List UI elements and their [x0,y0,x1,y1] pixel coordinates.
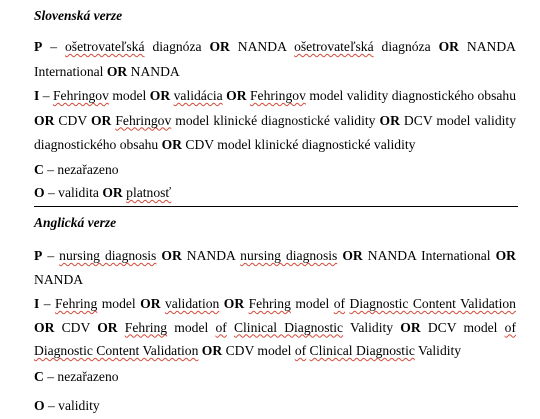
text-run: model [97,296,141,311]
text-run: Validity [343,319,401,335]
spellcheck-flagged-word: of [333,296,346,311]
spellcheck-flagged-word: Diagnostic Content Validation [34,343,199,358]
spellcheck-flagged-word: of [294,343,307,358]
text-run: model klinické diagnostické validity [171,112,380,128]
text-run: model [290,296,334,311]
bold-term: I [34,88,40,103]
text-run: model validity diagnostického obsahu [305,88,516,103]
bold-term: P [34,39,43,54]
text-run: model [167,319,216,335]
bold-term: O [34,185,45,200]
text-run: Validity [414,343,462,358]
spellcheck-flagged-word: Fehring [54,296,98,311]
text-run: CDV [54,112,91,128]
spellcheck-flagged-word: ošetrovateľská [65,39,145,54]
bold-term: C [34,162,44,177]
section-divider [34,206,518,207]
spellcheck-flagged-word: of [215,319,227,335]
spellcheck-flagged-word: nursing diagnosis [240,248,338,263]
bold-term: OR [438,39,459,54]
bold-term: OR [106,63,128,79]
text-run: CDV [54,319,98,335]
sk-o-line [34,181,516,206]
text-run: NANDA [34,271,84,287]
bold-term: OR [161,248,182,263]
text-run [227,320,234,335]
text-run: NANDA [181,248,241,263]
text-run: diagnóza [373,39,439,54]
text-run [118,320,125,335]
spellcheck-flagged-word: nursing diagnosis [59,248,157,263]
bold-term: OR [379,112,400,128]
spellcheck-flagged-word: validácia [173,88,223,103]
text-run: – nezařazeno [43,369,119,384]
text-run: DCV model validity diagnostického obsahu [34,112,516,152]
spellcheck-flagged-word: Fehringov [249,88,306,103]
text-run: NANDA International [34,39,516,79]
bold-term: OR [400,319,421,335]
en-c-line [34,365,516,390]
text-run: NANDA [127,63,180,79]
bold-term: P [34,248,43,263]
bold-term: OR [140,296,161,311]
spellcheck-flagged-word: Fehringov [115,112,172,128]
bold-term: OR [102,185,123,200]
en-o-line [34,394,516,419]
text-run: – validita [44,185,103,200]
bold-term: OR [209,39,230,54]
sk-i-line [34,84,516,158]
bold-term: OR [97,319,118,335]
bold-term: OR [34,319,55,335]
bold-term: OR [226,88,247,103]
bold-term: OR [34,112,55,128]
text-run: model [108,88,150,103]
text-run: NANDA [229,39,295,54]
spellcheck-flagged-word: Clinical Diagnostic [233,319,344,335]
bold-term: O [34,398,45,413]
text-run: – [42,248,60,263]
text-run: – nezařazeno [43,162,119,177]
bold-term: OR [90,112,112,128]
spellcheck-flagged-word: of [504,319,516,335]
text-run: diagnóza [144,39,210,54]
bold-term: C [34,369,44,384]
text-run: DCV model [420,319,505,335]
spellcheck-flagged-word: Fehringov [53,88,109,103]
text-run: – validity [44,398,100,413]
en-p-line [34,244,516,291]
text-run: – [39,296,55,311]
sk-c-line [34,158,516,183]
bold-term: I [34,296,40,311]
text-run: – [39,88,53,103]
spellcheck-flagged-word: Clinical Diagnostic [309,343,415,358]
spellcheck-flagged-word: Fehring [248,296,291,311]
text-run: CDV model [222,343,295,358]
text-run: NANDA International [362,248,496,263]
english-version-heading: Anglická verze [34,215,117,230]
spellcheck-flagged-word: platnosť [126,185,172,200]
text-run: CDV model klinické diagnostické validity [182,137,416,152]
bold-term: OR [149,88,171,103]
spellcheck-flagged-word: validation [164,296,220,311]
bold-term: OR [223,296,245,311]
bold-term: OR [161,137,182,152]
en-i-line [34,292,516,363]
bold-term: OR [495,248,516,263]
spellcheck-flagged-word: Diagnostic Content Validation [349,296,516,311]
bold-term: OR [201,343,223,358]
spellcheck-flagged-word: Fehring [124,319,168,335]
spellcheck-flagged-word: ošetrovateľská [294,39,374,54]
bold-term: OR [342,248,363,263]
text-run: – [42,39,65,54]
sk-p-line [34,35,516,84]
slovak-version-heading: Slovenská verze [34,8,123,23]
